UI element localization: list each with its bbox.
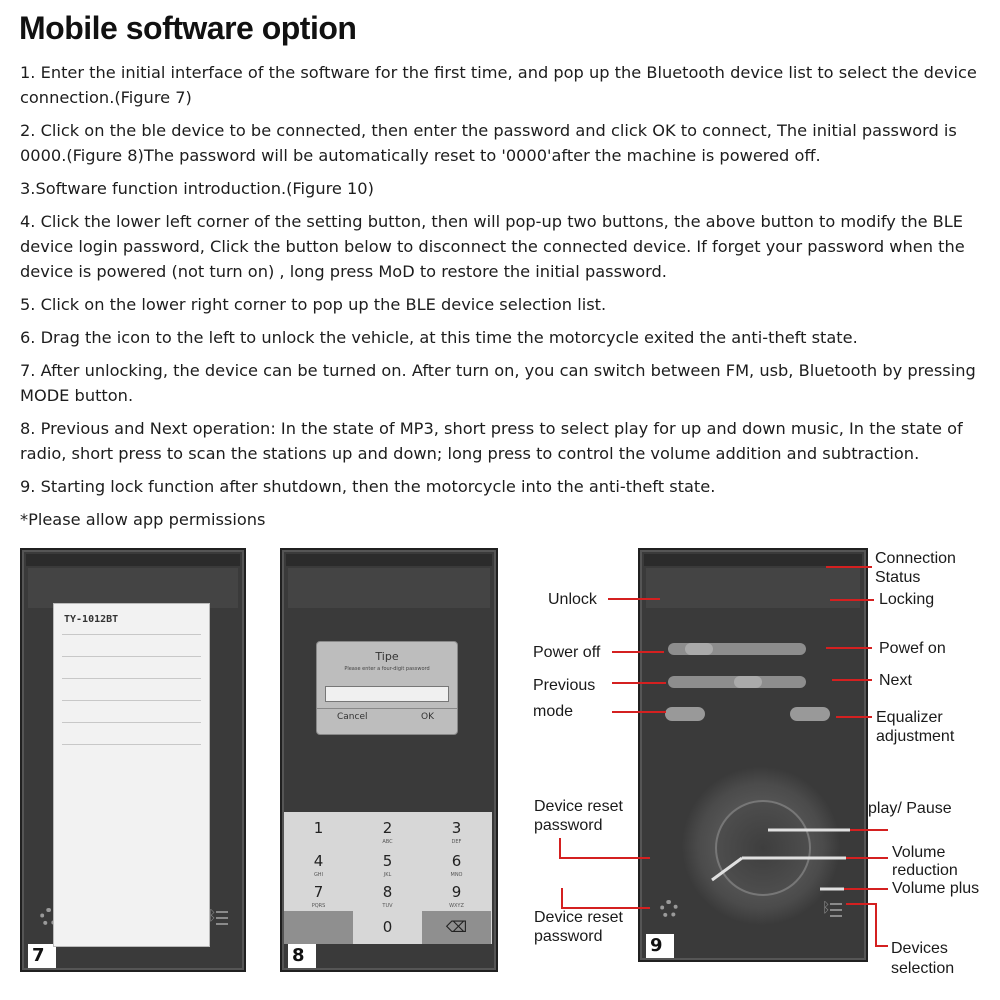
label-previous: Previous	[533, 677, 596, 694]
dialog-divider	[317, 708, 457, 709]
track-slider-knob[interactable]	[734, 676, 762, 688]
dialog-subtitle: Please enter a four-digit password	[344, 666, 430, 672]
equalizer-button[interactable]	[790, 707, 830, 721]
keypad-key-9[interactable]	[422, 880, 491, 913]
label-device-reset-password-1: Device reset password	[534, 798, 623, 834]
keypad-key-6[interactable]	[422, 849, 491, 882]
app-header	[646, 568, 860, 608]
dialog-title: Tipe	[375, 650, 399, 663]
label-power-off: Power off	[533, 644, 601, 661]
list-divider	[62, 744, 201, 745]
key-letters: DEF	[451, 839, 462, 845]
settings-gear-icon[interactable]	[660, 900, 678, 918]
bluetooth-list-icon[interactable]	[822, 900, 844, 920]
step-6: 6. Drag the icon to the left to unlock the vehicle, at this time the motorcycle exited the anti-theft state.	[20, 328, 858, 347]
step-2: 2. Click on the ble device to be connected, then enter the password and click OK to connect, The initial password is 0000.(Figure 8)The password will be automatically reset to '0000'after the machine is powered off.	[20, 121, 957, 165]
key-digit: 0	[382, 918, 393, 936]
status-bar	[286, 554, 492, 566]
password-input[interactable]	[325, 686, 449, 702]
play-pause-button[interactable]	[715, 800, 811, 896]
label-unlock: Unlock	[548, 591, 597, 608]
keypad-key-3[interactable]	[422, 816, 491, 849]
key-letters: GHI	[313, 872, 324, 878]
key-letters: PQRS	[311, 903, 326, 909]
step-1: 1. Enter the initial interface of the software for the first time, and pop up the Bluetooth device list to select the device connection.(Figure 7)	[20, 63, 977, 107]
label-next: Next	[879, 672, 912, 689]
step-7: 7. After unlocking, the device can be turned on. After turn on, you can switch between FM, usb, Bluetooth by pressing MODE button.	[20, 361, 976, 405]
permissions-note: *Please allow app permissions	[20, 510, 266, 529]
key-digit: 3	[451, 819, 462, 837]
keypad-key-4[interactable]	[284, 849, 353, 882]
list-divider	[62, 656, 201, 657]
key-digit: 8	[382, 883, 393, 901]
keypad-key-2[interactable]	[353, 816, 422, 849]
label-devices-selection: Devices selection	[891, 940, 955, 977]
password-dialog	[316, 641, 458, 735]
step-5: 5. Click on the lower right corner to pop up the BLE device selection list.	[20, 295, 607, 314]
key-letters: WXYZ	[449, 903, 464, 909]
step-9: 9. Starting lock function after shutdown, then the motorcycle into the anti-theft state.	[20, 477, 716, 496]
keypad-key-7[interactable]	[284, 880, 353, 913]
label-play-pause: play/ Pause	[868, 800, 952, 817]
mode-button[interactable]	[665, 707, 705, 721]
label-volume-plus: Volume plus	[892, 880, 980, 897]
key-digit: 6	[451, 852, 462, 870]
keypad-blank-key	[284, 911, 353, 944]
ok-button[interactable]: OK	[421, 712, 434, 722]
key-digit: 5	[382, 852, 393, 870]
status-bar	[644, 554, 862, 566]
step-3: 3.Software function introduction.(Figure 10)	[20, 179, 374, 198]
label-equalizer-adjustment: Equalizer adjustment	[876, 709, 955, 745]
status-bar	[26, 554, 240, 566]
app-header	[28, 568, 238, 608]
label-device-reset-password-2: Device reset password	[534, 909, 623, 945]
list-divider	[62, 700, 201, 701]
step-8: 8. Previous and Next operation: In the state of MP3, short press to select play for up and down music, In the state of radio, short press to scan the stations up and down; long press to control the volume addition and subtraction.	[20, 419, 963, 463]
key-letters: ABC	[382, 839, 393, 845]
list-divider	[62, 722, 201, 723]
device-list-item[interactable]: TY-1012BT	[64, 614, 119, 625]
label-volume-reduction: Volume reduction	[892, 844, 958, 879]
label-power-on: Powef on	[879, 640, 946, 657]
key-digit: 4	[313, 852, 324, 870]
keypad-key-5[interactable]	[353, 849, 422, 882]
bluetooth-list-icon	[208, 908, 230, 928]
label-mode: mode	[533, 703, 574, 720]
key-digit: 7	[313, 883, 324, 901]
cancel-button[interactable]: Cancel	[337, 712, 368, 722]
label-locking: Locking	[879, 591, 935, 608]
bluetooth-device-list	[53, 603, 210, 947]
figure-number: 8	[288, 944, 316, 968]
keypad-key-8[interactable]	[353, 880, 422, 913]
figure-number: 9	[646, 934, 674, 958]
page-title: Mobile software option	[19, 10, 357, 46]
power-slider-knob[interactable]	[685, 643, 713, 655]
keypad-key-0[interactable]	[353, 911, 422, 944]
key-digit: 9	[451, 883, 462, 901]
backspace-icon[interactable]: ⌫	[422, 911, 491, 944]
numeric-keypad	[284, 812, 492, 944]
key-letters: JKL	[383, 872, 392, 878]
list-divider	[62, 678, 201, 679]
key-letters: MNO	[450, 872, 463, 878]
list-divider	[62, 634, 201, 635]
key-digit: 2	[382, 819, 393, 837]
step-4: 4. Click the lower left corner of the setting button, then will pop-up two buttons, the above button to modify the BLE device login password, Click the button below to disconnect the connected device. If forget your password when the device is powered (not turn on) , long press MoD to restore the initial password.	[20, 212, 965, 281]
key-digit: 1	[313, 819, 324, 837]
app-header	[288, 568, 490, 608]
figure-number: 7	[28, 944, 56, 968]
instruction-steps	[20, 60, 988, 540]
label-connection-status: Connection Status	[875, 550, 956, 586]
key-letters: TUV	[382, 903, 393, 909]
keypad-key-1[interactable]	[284, 816, 353, 849]
